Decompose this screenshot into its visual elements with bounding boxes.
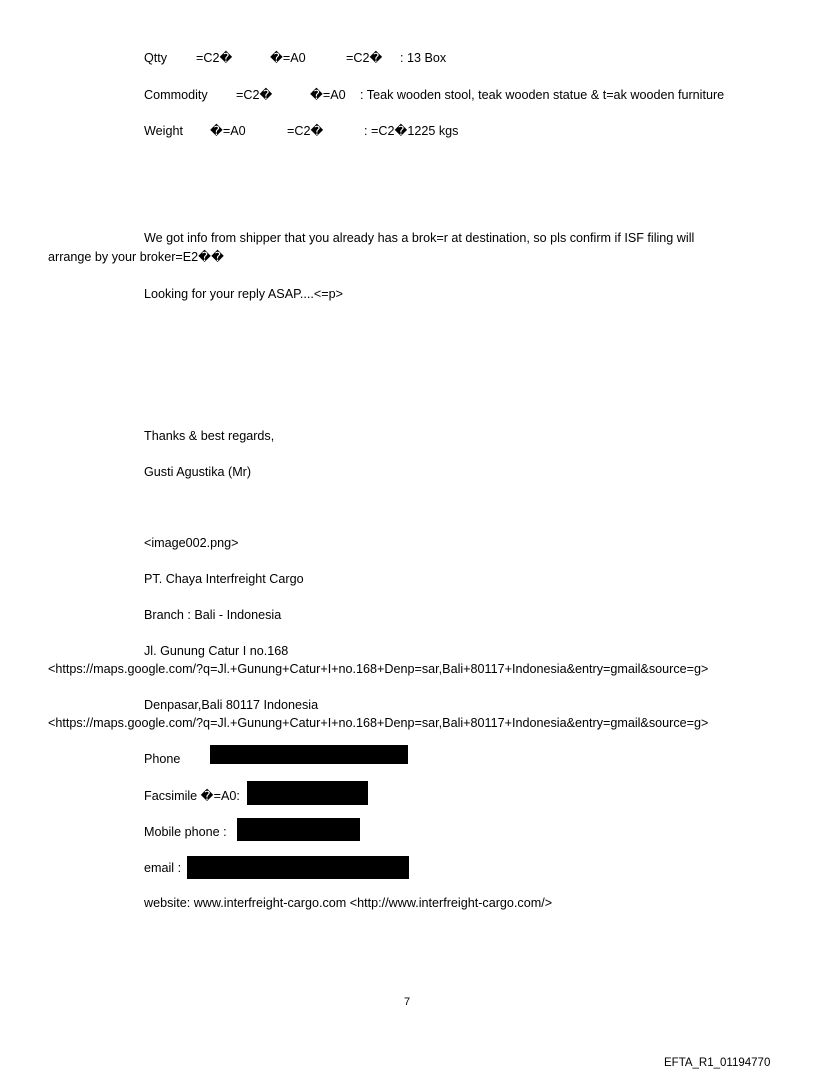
facsimile-redaction <box>247 781 368 805</box>
address-line-2: Denpasar,Bali 80117 Indonesia <box>144 698 319 712</box>
qtty-code-3: =C2� <box>346 51 383 65</box>
body-paragraph-line-1: We got info from shipper that you already has a brok=r at destination, so pls confirm if ISF filing will <box>144 231 695 245</box>
qtty-value: : 13 Box <box>400 51 447 65</box>
qtty-code-1: =C2� <box>196 51 233 65</box>
commodity-label: Commodity <box>144 88 208 102</box>
company-name: PT. Chaya Interfreight Cargo <box>144 572 304 586</box>
qtty-code-2: �=A0 <box>270 51 306 65</box>
email-redaction <box>187 856 409 879</box>
branch: Branch : Bali - Indonesia <box>144 608 282 622</box>
commodity-value: : Teak wooden stool, teak wooden statue & t=ak wooden furniture <box>360 88 725 102</box>
weight-code-1: �=A0 <box>210 124 246 138</box>
image-placeholder: <image002.png> <box>144 536 239 550</box>
weight-label: Weight <box>144 124 183 138</box>
mobile-redaction <box>237 818 360 841</box>
commodity-code-1: =C2� <box>236 88 273 102</box>
weight-code-2: =C2� <box>287 124 324 138</box>
address-2-map-link[interactable]: <https://maps.google.com/?q=Jl.+Gunung+Catur+I+no.168+Denp=sar,Bali+80117+Indonesia&entry=gmail&source=g> <box>48 716 709 730</box>
document-id: EFTA_R1_01194770 <box>664 1057 771 1069</box>
sender-name: Gusti Agustika (Mr) <box>144 465 252 479</box>
weight-value: : =C2�1225 kgs <box>364 124 459 138</box>
facsimile-label: Facsimile �=A0: <box>144 789 240 803</box>
phone-label: Phone <box>144 752 181 766</box>
address-line-1: Jl. Gunung Catur I no.168 <box>144 644 289 658</box>
page-number: 7 <box>404 996 411 1008</box>
address-1-map-link[interactable]: <https://maps.google.com/?q=Jl.+Gunung+Catur+I+no.168+Denp=sar,Bali+80117+Indonesia&entry=gmail&source=g> <box>48 662 709 676</box>
mobile-label: Mobile phone : <box>144 825 227 839</box>
closing: Thanks & best regards, <box>144 429 275 443</box>
email-label: email : <box>144 861 182 875</box>
commodity-code-2: �=A0 <box>310 88 346 102</box>
body-paragraph-line-2: arrange by your broker=E2�� <box>48 250 224 264</box>
phone-redaction <box>210 745 408 764</box>
qtty-label: Qtty <box>144 51 168 65</box>
website-link[interactable]: website: www.interfreight-cargo.com <http://www.interfreight-cargo.com/> <box>144 896 553 910</box>
reply-request: Looking for your reply ASAP....<=p> <box>144 287 343 301</box>
